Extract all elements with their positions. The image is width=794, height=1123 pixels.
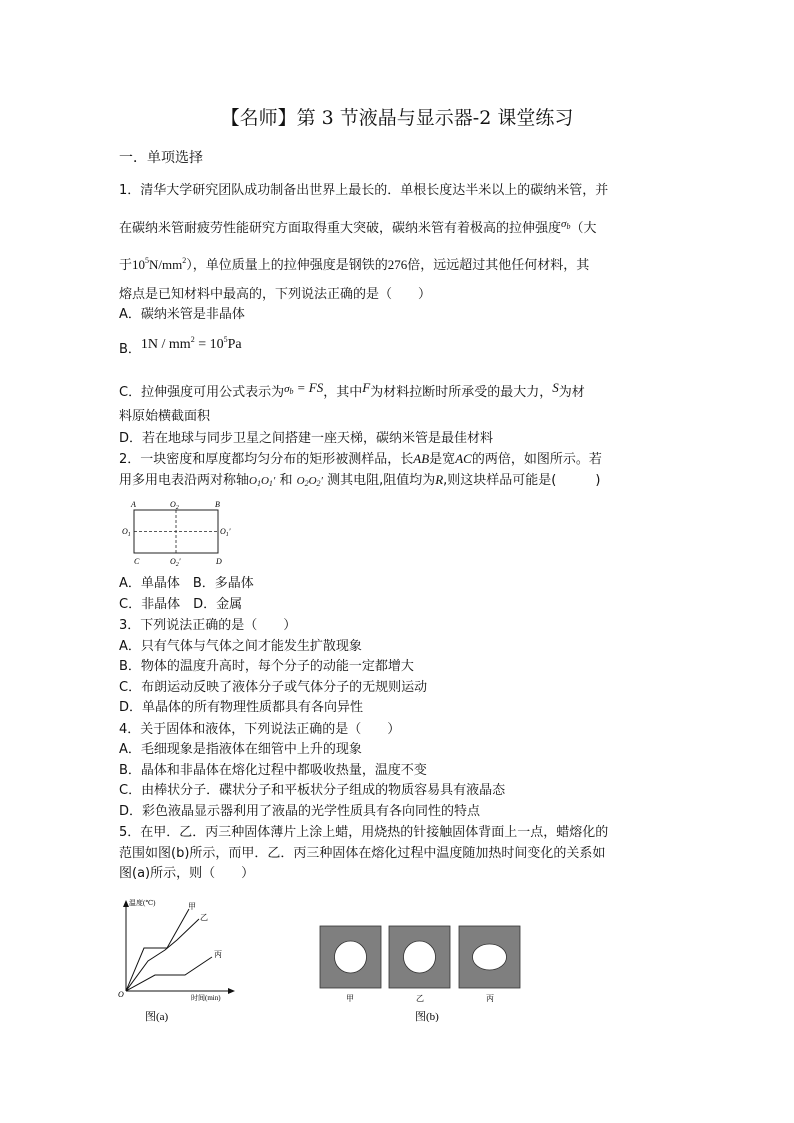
- label-a: A: [131, 500, 136, 509]
- q3-option-c: C．布朗运动反映了液体分子或气体分子的无规则运动: [119, 680, 428, 695]
- label-d: D: [216, 557, 222, 566]
- section-heading: 一．单项选择: [119, 150, 203, 166]
- figure-a-caption: 图(a): [145, 1011, 169, 1023]
- series-jia-label: 甲: [188, 902, 196, 911]
- plate-jia-label: 甲: [346, 994, 354, 1003]
- series-bing-label: 丙: [214, 950, 222, 959]
- q2-line1: 2．一块密度和厚度都均匀分布的矩形被测样品，长AB是宽AC的两倍，如图所示。若: [119, 451, 602, 467]
- label-o1: $O_1$: [122, 527, 131, 538]
- q1-option-d: D．若在地球与同步卫星之间搭建一座天梯，碳纳米管是最佳材料: [119, 431, 494, 446]
- figure-b-plates: [315, 920, 530, 1022]
- q1-option-a: A．碳纳米管是非晶体: [119, 307, 245, 322]
- figure-a-graph: [115, 895, 240, 1023]
- q1-line4: 熔点是已知材料中最高的，下列说法正确的是（ ）: [119, 287, 432, 302]
- q2-options-cd: C．非晶体 D．金属: [119, 597, 243, 612]
- q1-line2: 在碳纳米管耐疲劳性能研究方面取得重大突破，碳纳米管有着极高的拉伸强度$^{\sigma_b}$（大: [119, 218, 597, 236]
- series-yi-line: [126, 919, 199, 991]
- figure-b-caption: 图(b): [415, 1011, 439, 1022]
- y-axis-label: 温度(℃): [129, 899, 156, 907]
- label-o2: $O_2$: [170, 500, 179, 511]
- page-title: 【名师】第 3 节液晶与显示器-2 课堂练习: [220, 107, 574, 129]
- q5-line3: 图(a)所示，则（ ）: [119, 866, 255, 881]
- q1-option-c-line2: 料原始横截面积: [119, 409, 211, 424]
- origin-label: O: [118, 990, 124, 999]
- q1-line3: 于$10^5N/mm^2$），单位质量上的拉伸强度是钢铁的276倍，远远超过其他任何材料，其: [119, 256, 590, 273]
- plate-bing-label: 丙: [486, 994, 494, 1003]
- q3-stem: 3．下列说法正确的是（ ）: [119, 618, 297, 633]
- label-b: B: [215, 500, 220, 509]
- x-axis-arrow: [228, 988, 235, 994]
- label-c: C: [134, 557, 140, 566]
- label-o1-prime: $O_1'$: [220, 527, 231, 538]
- q5-line2: 范围如图(b)所示，而甲．乙．丙三种固体在熔化过程中温度随加热时间变化的关系如: [119, 846, 606, 861]
- q2-options-ab: A．单晶体 B．多晶体: [119, 576, 254, 591]
- series-yi-label: 乙: [200, 913, 208, 922]
- label-o2-prime: $O_2'$: [170, 557, 181, 568]
- q1-option-c-line1: C．拉伸强度可用公式表示为$\sigma_b$ = FS，其中F为材料拉断时所承受的最大力，S为材: [119, 380, 585, 400]
- q4-stem: 4．关于固体和液体，下列说法正确的是（ ）: [119, 722, 401, 737]
- q3-option-b: B．物体的温度升高时，每个分子的动能一定都增大: [119, 659, 414, 674]
- q4-option-d: D．彩色液晶显示器利用了液晶的光学性质具有各向同性的特点: [119, 804, 481, 819]
- q3-option-d: D．单晶体的所有物理性质都具有各向异性: [119, 700, 364, 715]
- x-axis-label: 时间(min): [191, 994, 221, 1002]
- q4-option-a: A．毛细现象是指液体在细管中上升的现象: [119, 742, 362, 757]
- q1-option-b: B．$1N / mm^2 = 10^5Pa$: [119, 335, 242, 357]
- q4-option-b: B．晶体和非晶体在熔化过程中都吸收热量，温度不变: [119, 763, 427, 778]
- wax-ellipse-bing: [473, 944, 507, 970]
- q4-option-c: C．由棒状分子．碟状分子和平板状分子组成的物质容易具有液晶态: [119, 783, 506, 798]
- wax-circle-yi: [404, 941, 436, 973]
- q1-line1: 1．清华大学研究团队成功制备出世界上最长的．单根长度达半米以上的碳纳米管，并: [119, 183, 609, 198]
- wax-circle-jia: [335, 941, 367, 973]
- sample-rectangle-figure: [118, 497, 238, 569]
- q2-line2: 用多用电表沿两对称轴$O_1O_1'$ 和 $O_2O_2'$ 测其电阻,阻值均为R,则这块样品可能是( ): [119, 472, 601, 488]
- plate-yi-label: 乙: [416, 994, 424, 1003]
- q5-line1: 5．在甲．乙．丙三种固体薄片上涂上蜡，用烧热的针接触固体背面上一点，蜡熔化的: [119, 825, 609, 840]
- q3-option-a: A．只有气体与气体之间才能发生扩散现象: [119, 639, 362, 654]
